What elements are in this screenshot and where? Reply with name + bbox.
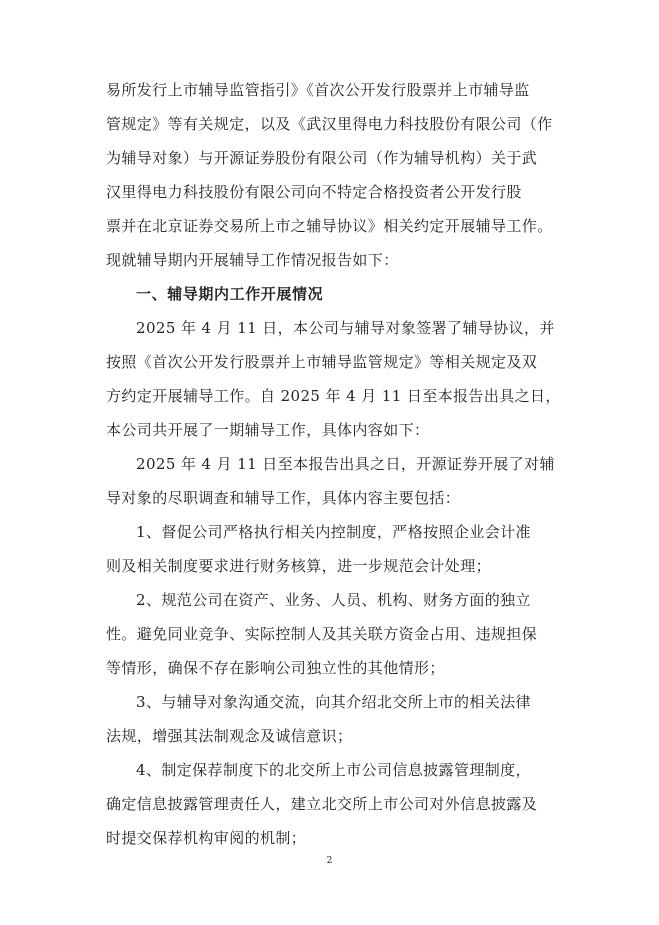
body-line: 按照《首次公开发行股票并上市辅导监管规定》等相关规定及双 (106, 353, 538, 371)
body-line: 票并在北京证券交易所上市之辅导协议》相关约定开展辅导工作。 (106, 217, 553, 235)
body-line: 易所发行上市辅导监管指引》《首次公开发行股票并上市辅导监 (106, 81, 530, 99)
body-line: 汉里得电力科技股份有限公司向不特定合格投资者公开发行股 (106, 183, 522, 201)
list-item-line: 法规，增强其法制观念及诚信意识； (106, 727, 353, 745)
list-item-line: 4、制定保荐制度下的北交所上市公司信息披露管理制度， (136, 761, 531, 779)
list-item-line: 确定信息披露管理责任人，建立北交所上市公司对外信息披露及 (106, 795, 538, 813)
body-line: 为辅导对象）与开源证券股份有限公司（作为辅导机构）关于武 (106, 149, 538, 167)
list-item-line: 则及相关制度要求进行财务核算，进一步规范会计处理； (106, 557, 492, 575)
body-line: 2025 年 4 月 11 日至本报告出具之日，开源证券开展了对辅 (136, 455, 555, 473)
section-heading: 一、辅导期内工作开展情况 (136, 285, 324, 303)
page-number: 2 (326, 856, 333, 866)
body-line: 2025 年 4 月 11 日，本公司与辅导对象签署了辅导协议，并 (136, 319, 555, 337)
list-item-line: 时提交保荐机构审阅的机制； (106, 829, 307, 847)
list-item-line: 等情形，确保不存在影响公司独立性的其他情形； (106, 659, 445, 677)
list-item-line: 1、督促公司严格执行相关内控制度，严格按照企业会计准 (136, 523, 531, 541)
list-item-line: 性。避免同业竞争、实际控制人及其关联方资金占用、违规担保 (106, 625, 538, 643)
body-line: 现就辅导期内开展辅导工作情况报告如下： (106, 251, 399, 269)
body-line: 导对象的尽职调查和辅导工作，具体内容主要包括： (106, 489, 461, 507)
body-line: 方约定开展辅导工作。自 2025 年 4 月 11 日至本报告出具之日， (106, 387, 561, 405)
document-body (106, 78, 576, 860)
list-item-line: 3、与辅导对象沟通交流，向其介绍北交所上市的相关法律 (136, 693, 531, 711)
body-line: 管规定》等有关规定，以及《武汉里得电力科技股份有限公司（作 (106, 115, 553, 133)
body-line: 本公司共开展了一期辅导工作，具体内容如下： (106, 421, 430, 439)
list-item-line: 2、规范公司在资产、业务、人员、机构、财务方面的独立 (136, 591, 531, 609)
